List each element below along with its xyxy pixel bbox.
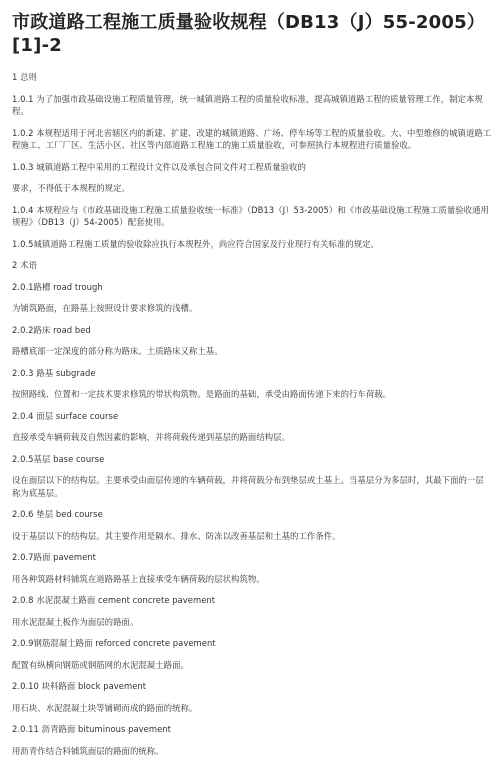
term-heading-cement-concrete-pavement: 2.0.8 水泥混凝土路面 cement concrete pavement [12, 594, 492, 607]
term-heading-bed-course: 2.0.6 垫层 bed course [12, 508, 492, 521]
document-title: 市政道路工程施工质量验收规程（DB13（J）55-2005）[1]-2 [12, 11, 492, 57]
term-heading-block-pavement: 2.0.10 块料路面 block pavement [12, 680, 492, 693]
term-heading-subgrade: 2.0.3 路基 subgrade [12, 367, 492, 380]
term-heading-pavement: 2.0.7路面 pavement [12, 551, 492, 564]
paragraph-1-0-3-continued: 要求，不得低于本规程的规定。 [12, 182, 492, 195]
term-definition-cement-concrete-pavement: 用水泥混凝土板作为面层的路面。 [12, 616, 492, 629]
term-definition-road-trough: 为铺筑路面，在路基上按照设计要求修筑的浅槽。 [12, 302, 492, 315]
term-heading-bituminous-pavement: 2.0.11 沥青路面 bituminous pavement [12, 723, 492, 736]
term-heading-reinforced-concrete-pavement: 2.0.9钢筋混凝土路面 reforced concrete pavement [12, 637, 492, 650]
section-heading-terms: 2 术语 [12, 259, 492, 272]
term-heading-road-trough: 2.0.1路槽 road trough [12, 281, 492, 294]
term-definition-bituminous-pavement: 用沥青作结合料铺筑面层的路面的统称。 [12, 745, 492, 757]
term-definition-subgrade: 按照路线、位置和一定技术要求修筑的带状构筑物。是路面的基础，承受由路面传递下来的行车荷载。 [12, 388, 492, 401]
term-definition-block-pavement: 用石块、水泥混凝土块等铺砌而成的路面的统称。 [12, 702, 492, 715]
term-definition-pavement: 用各种筑路材料铺筑在道路路基上直接承受车辆荷载的层状构筑物。 [12, 573, 492, 586]
term-heading-base-course: 2.0.5基层 base course [12, 453, 492, 466]
paragraph-1-0-1: 1.0.1 为了加强市政基础设施工程质量管理，统一城镇道路工程的质量验收标准，提高城镇道路工程的质量管理工作，制定本规程。 [12, 93, 492, 118]
term-heading-surface-course: 2.0.4 面层 surface course [12, 410, 492, 423]
term-definition-road-bed: 路槽底部一定深度的部分称为路床。土质路床又称土基。 [12, 345, 492, 358]
paragraph-1-0-5: 1.0.5城镇道路工程施工质量的验收除应执行本规程外，尚应符合国家及行业现行有关标准的规定。 [12, 238, 492, 251]
paragraph-1-0-4: 1.0.4 本规程应与《市政基础设施工程施工质量验收统一标准》（DB13（J）53-2005）和《市政基础设施工程施工质量验收通用规程》（DB13（J）54-2005）配套使用。 [12, 204, 492, 229]
section-heading-general: 1 总则 [12, 71, 492, 84]
paragraph-1-0-2: 1.0.2 本规程适用于河北省辖区内的新建、扩建、改建的城镇道路、广场、停车场等工程的质量验收。大、中型维修的城镇道路工程施工、工厂厂区、生活小区、社区等内部道路工程施工的施工质量验收，可参照执行本规程进行质量验收。 [12, 127, 492, 152]
term-definition-base-course: 设在面层以下的结构层。主要承受由面层传递的车辆荷载，并将荷载分布到垫层或土基上。当基层分为多层时，其最下面的一层称为底基层。 [12, 474, 492, 499]
term-definition-surface-course: 直接承受车辆荷载及自然因素的影响，并将荷载传递到基层的路面结构层。 [12, 431, 492, 444]
term-definition-reinforced-concrete-pavement: 配置有纵横向钢筋或钢筋网的水泥混凝土路面。 [12, 659, 492, 672]
term-heading-road-bed: 2.0.2路床 road bed [12, 324, 492, 337]
term-definition-bed-course: 设于基层以下的结构层。其主要作用是隔水、排水、防冻以改善基层和土基的工作条件。 [12, 530, 492, 543]
paragraph-1-0-3: 1.0.3 城镇道路工程中采用的工程设计文件以及承包合同文件对工程质量验收的 [12, 161, 492, 174]
